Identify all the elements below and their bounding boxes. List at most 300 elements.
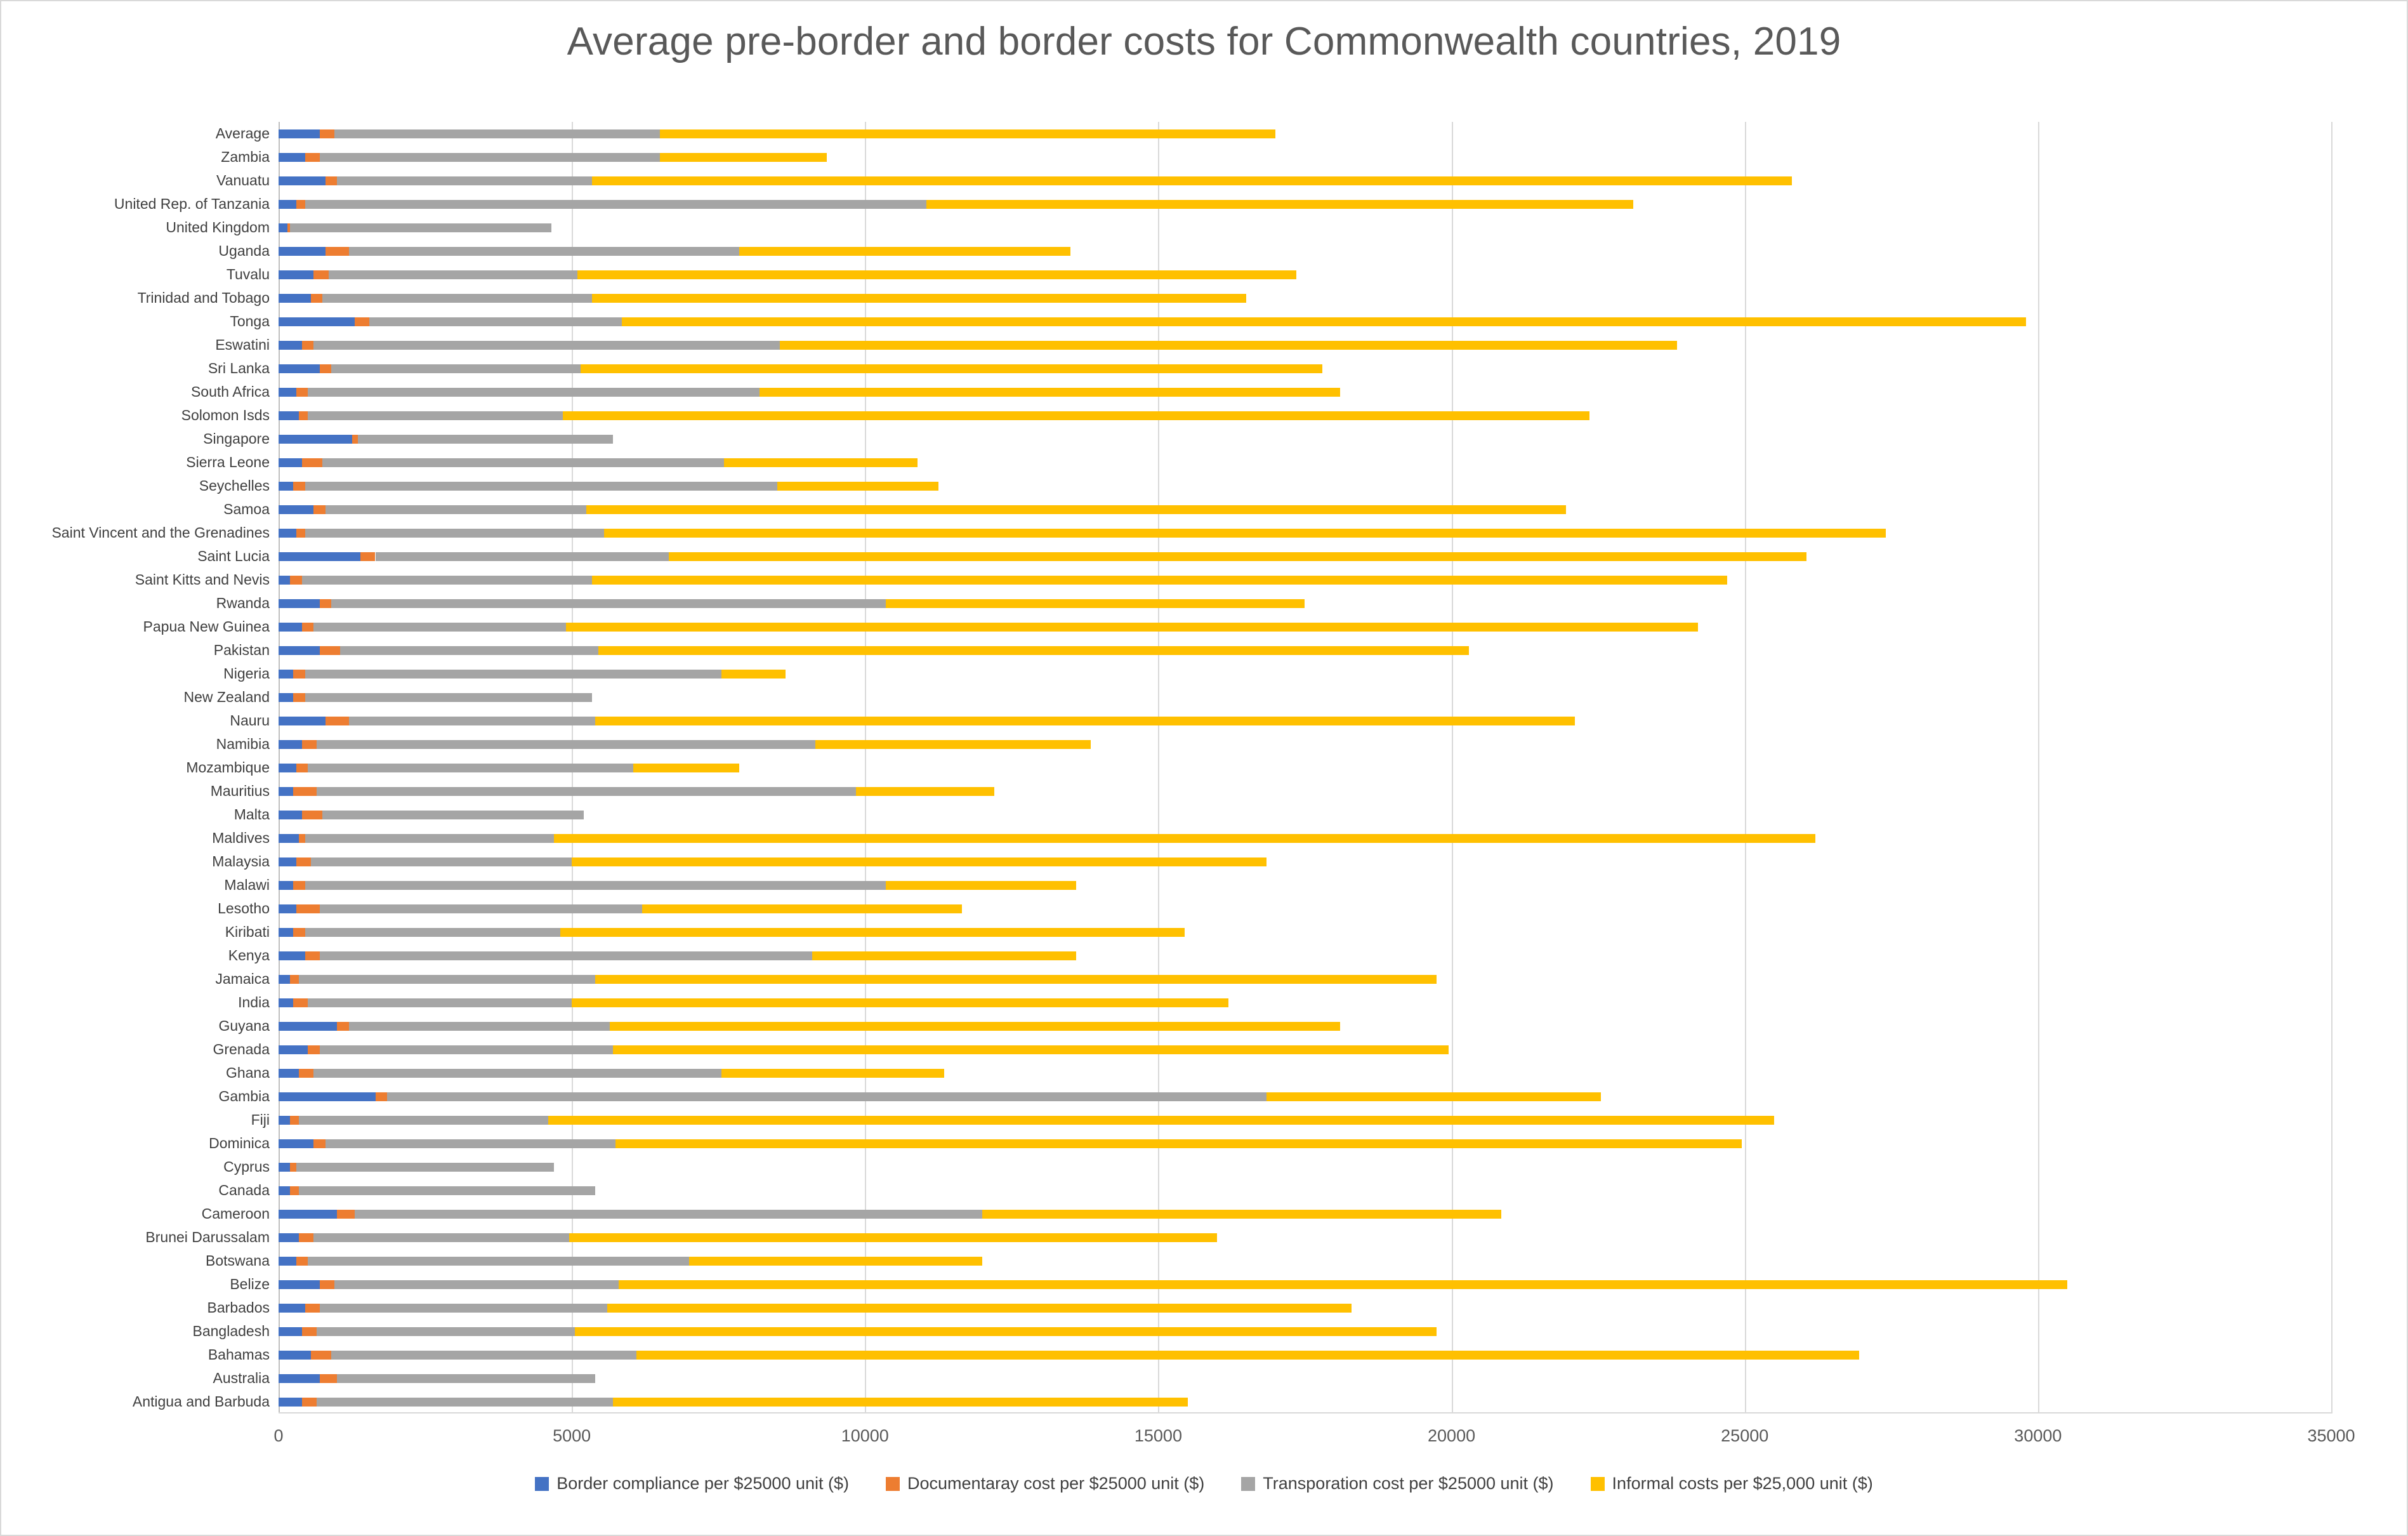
bar-segment	[329, 270, 578, 279]
bar-segment	[279, 223, 287, 232]
category-label: Bangladesh	[192, 1322, 270, 1339]
bar-segment	[313, 341, 780, 350]
bar-segment	[739, 247, 1070, 256]
bar-segment	[308, 411, 563, 420]
bar-segment	[581, 364, 1322, 373]
category-label: Saint Lucia	[197, 547, 270, 564]
bar-segment	[308, 1045, 319, 1054]
bar-segment	[349, 717, 595, 725]
table-row	[279, 317, 2331, 326]
bar-segment	[337, 176, 592, 185]
bar-segment	[636, 1351, 1859, 1360]
table-row	[279, 693, 2331, 702]
bar-segment	[279, 1139, 313, 1148]
bar-segment	[592, 294, 1246, 303]
category-label: Mauritius	[210, 782, 270, 799]
bar-segment	[724, 458, 918, 467]
bar-segment	[279, 834, 299, 843]
bar-segment	[279, 764, 296, 772]
bar-segment	[349, 1022, 610, 1031]
bar-segment	[331, 599, 885, 608]
table-row	[279, 294, 2331, 303]
category-label: Vanuatu	[216, 171, 270, 189]
bar-segment	[308, 388, 760, 397]
bar-segment	[279, 435, 352, 444]
legend-swatch-icon	[535, 1477, 549, 1491]
category-label: New Zealand	[183, 688, 270, 705]
bar-segment	[299, 1186, 595, 1195]
bar-segment	[290, 1186, 299, 1195]
bar-segment	[886, 599, 1305, 608]
category-label: United Kingdom	[166, 218, 270, 235]
bar-segment	[279, 1163, 290, 1172]
bar-segment	[337, 1022, 348, 1031]
category-label: Malawi	[224, 876, 270, 893]
category-label: Botswana	[205, 1252, 270, 1269]
bar-segment	[293, 998, 308, 1007]
bar-segment	[352, 435, 358, 444]
plot-area	[279, 122, 2331, 1414]
bar-segment	[293, 693, 305, 702]
bar-segment	[320, 364, 331, 373]
category-label: Kenya	[228, 946, 270, 963]
bar-segment	[279, 341, 302, 350]
category-label: Malaysia	[212, 852, 270, 870]
category-label: Grenada	[213, 1040, 270, 1057]
table-row	[279, 599, 2331, 608]
bar-segment	[279, 928, 293, 937]
bar-segment	[279, 881, 293, 890]
category-label: Eswatini	[215, 336, 270, 353]
bar-segment	[313, 505, 325, 514]
bar-segment	[279, 1351, 311, 1360]
table-row	[279, 670, 2331, 679]
bar-segment	[279, 176, 326, 185]
bar-segment	[279, 599, 320, 608]
bar-segment	[592, 576, 1727, 585]
bar-segment	[355, 317, 369, 326]
table-row	[279, 223, 2331, 232]
table-row	[279, 435, 2331, 444]
table-row	[279, 904, 2331, 913]
bar-segment	[279, 552, 360, 561]
bar-segment	[279, 740, 302, 749]
x-tick-label: 35000	[2307, 1426, 2355, 1445]
category-label: Cameroon	[201, 1205, 270, 1222]
bar-segment	[320, 1280, 334, 1289]
category-label: Tonga	[230, 312, 270, 329]
bar-segment	[279, 1327, 302, 1336]
bar-segment	[279, 670, 293, 679]
bar-segment	[296, 529, 305, 538]
bar-segment	[615, 1139, 1742, 1148]
bar-segment	[296, 857, 311, 866]
bar-segment	[296, 764, 308, 772]
bar-segment	[302, 576, 593, 585]
bar-segment	[317, 787, 856, 796]
bar-segment	[982, 1210, 1501, 1219]
bar-segment	[305, 928, 560, 937]
category-label: Cyprus	[223, 1158, 270, 1175]
bar-segment	[290, 975, 299, 984]
legend-item[interactable]	[1591, 1474, 1873, 1493]
bar-segment	[1267, 1092, 1601, 1101]
table-row	[279, 411, 2331, 420]
category-label: Guyana	[218, 1017, 270, 1034]
bar-segment	[610, 1022, 1340, 1031]
bar-segment	[313, 1233, 569, 1242]
bar-segment	[313, 270, 328, 279]
bar-segment	[305, 1304, 320, 1313]
bar-segment	[592, 176, 1791, 185]
bar-segment	[586, 505, 1566, 514]
legend-item[interactable]	[886, 1474, 1204, 1493]
bar-segment	[302, 1398, 317, 1407]
category-label: Lesotho	[218, 899, 270, 917]
bar-segment	[279, 1092, 376, 1101]
category-label: Bahamas	[207, 1346, 270, 1363]
x-tick-label: 25000	[1721, 1426, 1769, 1445]
bar-segment	[337, 1210, 355, 1219]
category-label: Singapore	[203, 430, 270, 447]
bar-segment	[293, 787, 317, 796]
bar-segment	[619, 1280, 2067, 1289]
bar-segment	[926, 200, 1633, 209]
category-label: Dominica	[209, 1134, 270, 1151]
bar-segment	[305, 693, 593, 702]
table-row	[279, 1210, 2331, 1219]
x-tick-label: 0	[273, 1426, 284, 1445]
bar-segment	[279, 388, 296, 397]
x-tick-label: 15000	[1134, 1426, 1182, 1445]
category-label: Pakistan	[213, 641, 270, 658]
bar-segment	[279, 1186, 290, 1195]
x-axis-line	[279, 1412, 2331, 1414]
bar-segment	[721, 670, 786, 679]
category-label: Maldives	[212, 829, 270, 846]
bar-segment	[305, 529, 604, 538]
bar-segment	[308, 764, 633, 772]
bar-segment	[279, 717, 326, 725]
bar-segment	[279, 458, 302, 467]
table-row	[279, 928, 2331, 937]
bar-segment	[358, 435, 613, 444]
bar-segment	[279, 200, 296, 209]
bar-segment	[313, 623, 565, 632]
table-row	[279, 717, 2331, 725]
bar-segment	[563, 411, 1589, 420]
bar-segment	[613, 1045, 1449, 1054]
category-label: Saint Vincent and the Grenadines	[51, 524, 270, 541]
bar-segment	[360, 552, 375, 561]
bar-segment	[279, 1022, 337, 1031]
bar-segment	[331, 1351, 636, 1360]
bar-segment	[279, 787, 293, 796]
bar-segment	[293, 670, 305, 679]
bar-segment	[279, 646, 320, 655]
bar-segment	[331, 364, 581, 373]
bar-segment	[376, 1092, 387, 1101]
category-label: Malta	[234, 805, 270, 823]
category-label: Rwanda	[216, 594, 270, 611]
bar-segment	[296, 1163, 555, 1172]
category-label: South Africa	[190, 383, 270, 400]
bar-segment	[575, 1327, 1437, 1336]
legend-swatch-icon	[1241, 1477, 1255, 1491]
category-label: Nauru	[230, 712, 270, 729]
table-row	[279, 1116, 2331, 1125]
table-row	[279, 951, 2331, 960]
table-row	[279, 1069, 2331, 1078]
bar-segment	[376, 552, 669, 561]
bar-segment	[355, 1210, 982, 1219]
table-row	[279, 576, 2331, 585]
category-label: United Rep. of Tanzania	[114, 195, 270, 212]
category-label: Namibia	[216, 735, 270, 752]
bar-segment	[326, 717, 349, 725]
bar-segment	[279, 1374, 320, 1383]
bar-segment	[299, 975, 595, 984]
category-label: Nigeria	[223, 665, 270, 682]
table-row	[279, 787, 2331, 796]
gridline	[2331, 122, 2332, 1414]
table-row	[279, 740, 2331, 749]
bar-segment	[554, 834, 1815, 843]
table-row	[279, 1186, 2331, 1195]
legend-item[interactable]	[1241, 1474, 1553, 1493]
bar-segment	[349, 247, 739, 256]
bar-segment	[279, 129, 320, 138]
bar-segment	[572, 998, 1228, 1007]
table-row	[279, 1233, 2331, 1242]
bar-segment	[296, 1257, 308, 1266]
table-row	[279, 364, 2331, 373]
bar-segment	[566, 623, 1698, 632]
category-label: India	[238, 993, 270, 1010]
bar-segment	[660, 129, 1276, 138]
bar-segment	[311, 1351, 331, 1360]
bar-segment	[290, 576, 301, 585]
bar-segment	[633, 764, 739, 772]
category-label: Belize	[230, 1275, 270, 1292]
bar-segment	[279, 1045, 308, 1054]
bar-segment	[305, 881, 886, 890]
bar-segment	[302, 341, 313, 350]
bar-segment	[317, 1398, 613, 1407]
bar-segment	[293, 881, 305, 890]
table-row	[279, 458, 2331, 467]
bar-segment	[279, 811, 302, 819]
table-row	[279, 881, 2331, 890]
bar-segment	[293, 482, 305, 491]
table-row	[279, 834, 2331, 843]
bar-segment	[302, 1327, 317, 1336]
table-row	[279, 811, 2331, 819]
category-label: Sri Lanka	[207, 359, 270, 376]
table-row	[279, 341, 2331, 350]
bar-segment	[302, 811, 322, 819]
bar-segment	[279, 693, 293, 702]
bar-segment	[613, 1398, 1188, 1407]
table-row	[279, 1139, 2331, 1148]
category-label: Antigua and Barbuda	[132, 1393, 270, 1410]
bar-segment	[290, 1163, 296, 1172]
category-label: Trinidad and Tobago	[137, 289, 270, 306]
bar-segment	[305, 834, 555, 843]
bar-segment	[302, 740, 317, 749]
bar-segment	[302, 458, 322, 467]
bar-segment	[622, 317, 2027, 326]
bar-segment	[604, 529, 1886, 538]
bar-segment	[279, 904, 296, 913]
bar-segment	[302, 623, 313, 632]
table-row	[279, 552, 2331, 561]
bar-segment	[296, 904, 320, 913]
bar-segment	[279, 1210, 337, 1219]
x-tick-label: 5000	[553, 1426, 591, 1445]
table-row	[279, 247, 2331, 256]
bar-segment	[308, 1257, 689, 1266]
legend-item[interactable]	[535, 1474, 849, 1493]
bar-segment	[812, 951, 1076, 960]
bar-segment	[320, 951, 812, 960]
bar-segment	[305, 153, 320, 162]
bar-segment	[299, 1233, 313, 1242]
category-label: Jamaica	[215, 970, 270, 987]
bar-segment	[279, 1280, 320, 1289]
table-row	[279, 1374, 2331, 1383]
table-row	[279, 529, 2331, 538]
bar-segment	[340, 646, 598, 655]
bar-segment	[320, 1045, 613, 1054]
bar-segment	[322, 811, 583, 819]
bar-segment	[815, 740, 1091, 749]
bar-segment	[569, 1233, 1217, 1242]
legend-swatch-icon	[886, 1477, 900, 1491]
table-row	[279, 1257, 2331, 1266]
bar-segment	[279, 482, 293, 491]
bar-segment	[299, 1069, 313, 1078]
x-tick-label: 30000	[2014, 1426, 2062, 1445]
bar-segment	[572, 857, 1267, 866]
category-label: Mozambique	[186, 758, 270, 776]
bar-segment	[326, 247, 349, 256]
bar-segment	[313, 1069, 721, 1078]
bar-segment	[279, 317, 355, 326]
table-row	[279, 200, 2331, 209]
legend-label: Informal costs per $25,000 unit ($)	[1612, 1474, 1873, 1493]
table-row	[279, 1280, 2331, 1289]
table-row	[279, 1327, 2331, 1336]
bar-segment	[279, 998, 293, 1007]
bar-segment	[326, 176, 337, 185]
bar-segment	[387, 1092, 1267, 1101]
bar-segment	[322, 458, 724, 467]
bar-segment	[886, 881, 1076, 890]
legend-label: Border compliance per $25000 unit ($)	[556, 1474, 850, 1493]
bar-segment	[320, 1304, 607, 1313]
category-label: Papua New Guinea	[143, 618, 270, 635]
category-label: Average	[215, 124, 270, 142]
category-label: Brunei Darussalam	[145, 1228, 270, 1245]
bar-segment	[279, 1233, 299, 1242]
table-row	[279, 1351, 2331, 1360]
x-tick-label: 10000	[841, 1426, 889, 1445]
bar-segment	[322, 294, 592, 303]
bar-segment	[296, 200, 305, 209]
bar-segment	[320, 153, 660, 162]
table-row	[279, 1022, 2331, 1031]
bar-segment	[856, 787, 994, 796]
bar-segment	[317, 1327, 575, 1336]
bar-segment	[299, 411, 308, 420]
table-row	[279, 646, 2331, 655]
category-label: Gambia	[218, 1087, 270, 1104]
bar-segment	[313, 1139, 325, 1148]
category-label: Sierra Leone	[186, 453, 270, 470]
bar-segment	[279, 857, 296, 866]
bar-segment	[279, 623, 302, 632]
table-row	[279, 1045, 2331, 1054]
bar-segment	[311, 857, 572, 866]
bar-segment	[279, 1116, 290, 1125]
table-row	[279, 129, 2331, 138]
table-row	[279, 176, 2331, 185]
table-row	[279, 1092, 2331, 1101]
bar-segment	[279, 1304, 305, 1313]
bar-segment	[560, 928, 1185, 937]
bar-segment	[279, 153, 305, 162]
bar-segment	[305, 670, 721, 679]
chart-title: Average pre-border and border costs for Commonwealth countries, 2019	[567, 20, 1841, 63]
bar-segment	[279, 975, 290, 984]
table-row	[279, 975, 2331, 984]
bar-segment	[279, 505, 313, 514]
table-row	[279, 505, 2331, 514]
bar-segment	[305, 482, 777, 491]
bar-segment	[577, 270, 1296, 279]
bar-segment	[320, 904, 642, 913]
bar-segment	[334, 1280, 619, 1289]
bar-segment	[607, 1304, 1352, 1313]
category-label: Solomon Isds	[181, 406, 270, 423]
bar-segment	[777, 482, 938, 491]
table-row	[279, 1304, 2331, 1313]
bar-segment	[326, 505, 586, 514]
bar-segment	[279, 951, 305, 960]
legend-label: Transporation cost per $25000 unit ($)	[1263, 1474, 1554, 1493]
bar-segment	[279, 294, 311, 303]
bar-segment	[308, 998, 572, 1007]
bar-segment	[760, 388, 1340, 397]
category-label: Kiribati	[225, 923, 270, 940]
bar-segment	[780, 341, 1677, 350]
bar-segment	[290, 1116, 299, 1125]
bar-segment	[369, 317, 621, 326]
bar-segment	[669, 552, 1806, 561]
bar-segment	[721, 1069, 944, 1078]
table-row	[279, 388, 2331, 397]
table-row	[279, 153, 2331, 162]
legend-swatch-icon	[1591, 1477, 1605, 1491]
bar-segment	[320, 599, 331, 608]
table-row	[279, 1398, 2331, 1407]
table-row	[279, 270, 2331, 279]
bar-segment	[317, 740, 815, 749]
bar-segment	[299, 834, 305, 843]
category-label: Tuvalu	[226, 265, 270, 282]
category-label: Uganda	[218, 242, 270, 259]
